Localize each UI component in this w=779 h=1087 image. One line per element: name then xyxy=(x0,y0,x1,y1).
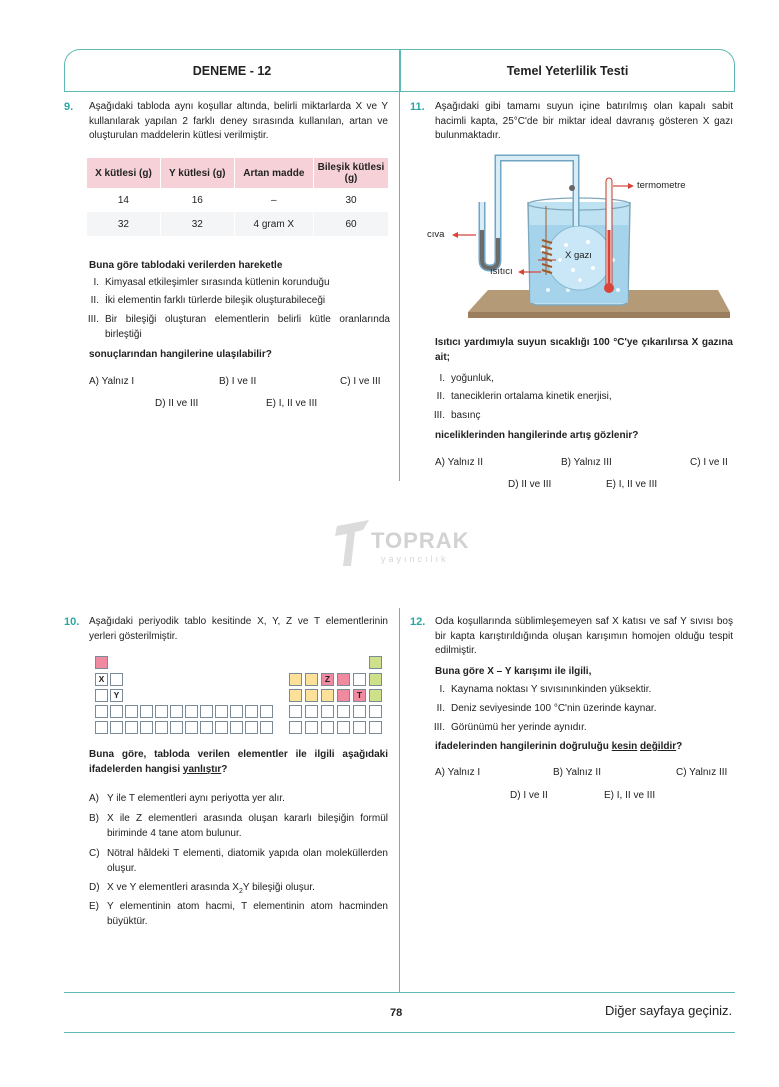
item-text: Deniz seviyesinde 100 °C'nin üzerinde kaynar. xyxy=(451,703,657,714)
q10-option-a[interactable] xyxy=(89,792,388,807)
q9-item-2 xyxy=(82,294,392,309)
table-edge xyxy=(468,312,730,318)
heater-label: ısıtıcı xyxy=(490,266,513,277)
q12-item-1 xyxy=(428,683,651,698)
pt-cell xyxy=(369,656,382,669)
pt-cell xyxy=(155,721,168,734)
publisher-logo-icon xyxy=(333,516,373,568)
q12-question xyxy=(435,740,682,755)
footer-divider-top xyxy=(64,992,735,993)
pt-cell xyxy=(245,705,258,718)
pt-cell xyxy=(289,705,302,718)
q10-stem xyxy=(89,748,388,777)
thermometer-fluid xyxy=(608,230,611,285)
thermometer-bulb xyxy=(604,283,614,293)
item-text: Kimyasal etkileşimler sırasında kütlenin korunduğu xyxy=(105,277,330,288)
pt-cell xyxy=(185,721,198,734)
option-text: Y ile T elementleri aynı periyotta yer alır. xyxy=(107,793,285,804)
table-cell: 16 xyxy=(160,188,234,212)
arrowhead xyxy=(518,269,524,275)
pt-cell xyxy=(305,705,318,718)
q10-option-e[interactable] xyxy=(89,900,388,929)
header-left-box xyxy=(64,49,400,91)
pt-cell xyxy=(337,721,350,734)
q12-option-c[interactable]: C) Yalnız III xyxy=(676,767,728,778)
option-letter: C) xyxy=(89,848,100,859)
pt-cell xyxy=(125,721,138,734)
q11-number: 11. xyxy=(410,101,425,113)
option-text: Nötral hâldeki T elementi, diatomik yapıda olan moleküllerden oluşur. xyxy=(107,848,388,874)
element-y-label: Y xyxy=(113,690,120,700)
item-text: basınç xyxy=(451,410,481,421)
q9-header-compound: Bileşik kütlesi (g) xyxy=(314,158,389,188)
q11-apparatus-figure xyxy=(448,150,738,320)
option-text: Y bileşiği oluşur. xyxy=(242,882,315,893)
pt-cell xyxy=(200,721,213,734)
pt-cell xyxy=(337,673,350,686)
pt-cell xyxy=(110,673,123,686)
table-cell: 14 xyxy=(87,188,160,212)
pt-cell xyxy=(110,705,123,718)
q9-header-y: Y kütlesi (g) xyxy=(160,158,234,188)
watermark-sub: yayıncılık xyxy=(381,554,449,564)
q9-option-e[interactable]: E) I, II ve III xyxy=(266,398,318,409)
pt-cell xyxy=(353,721,366,734)
pt-cell xyxy=(230,705,243,718)
item-text: İki elementin farklı türlerde bileşik oluşturabileceği xyxy=(105,295,326,306)
table-cell: 32 xyxy=(160,212,234,236)
item-text: Görünümü her yerinde aynıdır. xyxy=(451,722,587,733)
footer-divider-bottom xyxy=(64,1032,735,1033)
pt-cell xyxy=(95,689,108,702)
pt-cell xyxy=(337,689,350,702)
q9-question: sonuçlarından hangilerine ulaşılabilir? xyxy=(89,349,272,360)
pt-cell xyxy=(289,721,302,734)
pt-cell xyxy=(140,705,153,718)
q11-item-2 xyxy=(428,390,612,405)
q12-qmark: ? xyxy=(676,741,683,752)
pt-cell-t xyxy=(353,689,366,702)
pt-cell xyxy=(95,705,108,718)
table-row xyxy=(87,212,389,236)
q11-intro: Aşağıdaki gibi tamamı suyun içine batırılmış olan kapalı sabit hacimli kapta, 25°C'de bir miktar ideal davranış gösteren X gazı bulunmaktadır. xyxy=(435,101,733,141)
option-letter: D) xyxy=(89,882,100,893)
table-cell: 30 xyxy=(314,188,389,212)
option-text: X ve Y elementleri arasında X xyxy=(107,882,239,893)
pt-cell xyxy=(95,721,108,734)
pt-cell xyxy=(260,705,273,718)
q9-item-3 xyxy=(82,313,392,342)
q10-stem-emphasis: yanlıştır xyxy=(182,763,222,775)
q10-option-c[interactable] xyxy=(89,847,388,876)
q11-option-b[interactable]: B) Yalnız III xyxy=(561,457,612,468)
q12-option-e[interactable]: E) I, II ve III xyxy=(604,790,656,801)
q12-number: 12. xyxy=(410,616,426,628)
roman-numeral: III. xyxy=(87,314,99,325)
test-title: Temel Yeterlilik Testi xyxy=(506,63,629,78)
arrowhead xyxy=(628,183,634,189)
roman-numeral: II. xyxy=(436,391,445,402)
pt-cell xyxy=(369,721,382,734)
q9-option-c[interactable]: C) I ve III xyxy=(340,376,381,387)
pt-cell-y xyxy=(110,689,123,702)
pt-cell xyxy=(140,721,153,734)
arrowhead xyxy=(452,232,458,238)
column-divider-bottom xyxy=(399,608,400,993)
exam-title: DENEME - 12 xyxy=(192,63,272,78)
valve-icon xyxy=(569,185,575,191)
q9-table xyxy=(87,158,389,236)
pt-cell xyxy=(353,673,366,686)
item-text: taneciklerin ortalama kinetik enerjisi, xyxy=(451,391,612,402)
q9-option-a[interactable]: A) Yalnız I xyxy=(89,376,135,387)
q10-option-d[interactable] xyxy=(89,881,388,900)
pt-cell xyxy=(245,721,258,734)
q11-question: niceliklerinden hangilerinde artış gözlenir? xyxy=(435,430,639,441)
q9-stem: Buna göre tablodaki verilerden hareketle xyxy=(89,260,283,271)
roman-numeral: I. xyxy=(439,684,445,695)
pt-cell xyxy=(305,721,318,734)
pt-cell xyxy=(289,673,302,686)
option-letter: E) xyxy=(89,901,99,912)
item-text: Bir bileşiği oluşturan elementlerin belirli kütle oranlarında birleştiği xyxy=(105,314,390,340)
q11-stem: Isıtıcı yardımıyla suyun sıcaklığı 100 °C'ye çıkarılırsa X gazına ait; xyxy=(435,337,733,363)
thermometer-label: termometre xyxy=(637,180,686,191)
table-row xyxy=(87,188,389,212)
q11-option-c[interactable]: C) I ve II xyxy=(690,457,728,468)
q12-option-b[interactable]: B) Yalnız II xyxy=(553,767,601,778)
q12-stem: Buna göre X – Y karışımı ile ilgili, xyxy=(435,666,592,677)
roman-numeral: II. xyxy=(90,295,99,306)
pt-cell xyxy=(170,705,183,718)
table-cell: 4 gram X xyxy=(234,212,313,236)
pt-cell xyxy=(170,721,183,734)
q9-item-1 xyxy=(82,276,392,291)
element-x-label: X xyxy=(98,674,105,684)
table-cell: 60 xyxy=(314,212,389,236)
publisher-watermark xyxy=(333,516,470,576)
option-letter: A) xyxy=(89,793,99,804)
table-cell: 32 xyxy=(87,212,160,236)
pt-cell xyxy=(215,721,228,734)
watermark-brand: TOPRAK xyxy=(371,528,470,553)
q10-option-b[interactable] xyxy=(89,812,388,841)
pt-cell xyxy=(110,721,123,734)
item-text: yoğunluk, xyxy=(451,373,494,384)
gas-label: X gazı xyxy=(565,250,592,261)
q9-header-remaining: Artan madde xyxy=(234,158,313,188)
roman-numeral: III. xyxy=(433,410,445,421)
next-page-note: Diğer sayfaya geçiniz. xyxy=(605,1003,733,1018)
periodic-table-section xyxy=(95,656,385,726)
table-cell: – xyxy=(234,188,313,212)
pt-cell xyxy=(321,721,334,734)
q12-question-text: ifadelerinden hangilerinin doğruluğu xyxy=(435,741,612,752)
roman-numeral: I. xyxy=(439,373,445,384)
q11-option-e[interactable]: E) I, II ve III xyxy=(606,479,658,490)
pt-cell xyxy=(155,705,168,718)
q12-option-d[interactable]: D) I ve II xyxy=(510,790,548,801)
element-t-label: T xyxy=(356,690,363,700)
q12-emphasis-degildir: değildir xyxy=(640,741,677,752)
pt-cell xyxy=(369,705,382,718)
q11-item-1 xyxy=(428,372,494,387)
roman-numeral: III. xyxy=(433,722,445,733)
q9-option-b[interactable]: B) I ve II xyxy=(219,376,257,387)
option-text: X ile Z elementleri arasında oluşan kararlı bileşiğin formül biriminde 4 tane atom bulunur. xyxy=(107,813,388,839)
pt-cell xyxy=(321,689,334,702)
q9-option-d[interactable]: D) II ve III xyxy=(155,398,199,409)
q12-item-2 xyxy=(428,702,656,717)
q9-number: 9. xyxy=(64,101,74,113)
pt-cell xyxy=(125,705,138,718)
q11-option-a[interactable]: A) Yalnız II xyxy=(435,457,483,468)
q10-stem-qmark: ? xyxy=(221,763,228,775)
q12-emphasis-kesin: kesin xyxy=(611,741,638,752)
pt-cell xyxy=(353,705,366,718)
pt-cell xyxy=(289,689,302,702)
q12-option-a[interactable]: A) Yalnız I xyxy=(435,767,481,778)
option-text: Y elementinin atom hacmi, T elementinin atom hacminden büyüktür. xyxy=(107,901,388,927)
roman-numeral: I. xyxy=(93,277,99,288)
pt-cell-z xyxy=(321,673,334,686)
pt-cell xyxy=(200,705,213,718)
q9-intro: Aşağıdaki tabloda aynı koşullar altında, belirli miktarlarda X ve Y kullanılarak yapılan 2 farklı deney sırasında kullanılan, artan ve oluşturulan maddelerin kütlesi verilmiştir. xyxy=(89,101,388,141)
pt-cell xyxy=(215,705,228,718)
pt-cell xyxy=(369,689,382,702)
q11-item-3 xyxy=(428,409,480,424)
pt-cell xyxy=(185,705,198,718)
column-divider-top xyxy=(399,91,400,481)
q12-intro: Oda koşullarında süblimleşemeyen saf X katısı ve saf Y sıvısı boş bir kapta karıştırıldığında oluşan karışımın homojen olduğu tespit edilmiştir. xyxy=(435,616,733,656)
pt-cell xyxy=(305,673,318,686)
pt-cell xyxy=(321,705,334,718)
pt-cell xyxy=(230,721,243,734)
page-number: 78 xyxy=(390,1007,403,1019)
q12-item-3 xyxy=(428,721,587,736)
q10-stem-text: Buna göre, tabloda verilen elementler ile ilgili aşağıdaki ifadelerden hangisi xyxy=(89,749,388,775)
mercury-label: cıva xyxy=(427,229,445,240)
q10-number: 10. xyxy=(64,616,80,628)
header-right-box xyxy=(400,49,735,91)
pt-cell xyxy=(305,689,318,702)
pt-cell xyxy=(95,656,108,669)
pt-cell xyxy=(369,673,382,686)
q9-header-x: X kütlesi (g) xyxy=(87,158,160,188)
item-text: Kaynama noktası Y sıvısınınkinden yüksektir. xyxy=(451,684,652,695)
q10-intro: Aşağıdaki periyodik tablo kesitinde X, Y, Z ve T elementlerinin yerleri gösterilmiştir. xyxy=(89,616,388,642)
roman-numeral: II. xyxy=(436,703,445,714)
pt-cell-x xyxy=(95,673,108,686)
q11-option-d[interactable]: D) II ve III xyxy=(508,479,552,490)
pt-cell xyxy=(337,705,350,718)
element-z-label: Z xyxy=(324,674,331,684)
subscript: 2 xyxy=(238,888,243,895)
option-letter: B) xyxy=(89,813,99,824)
pt-cell xyxy=(260,721,273,734)
